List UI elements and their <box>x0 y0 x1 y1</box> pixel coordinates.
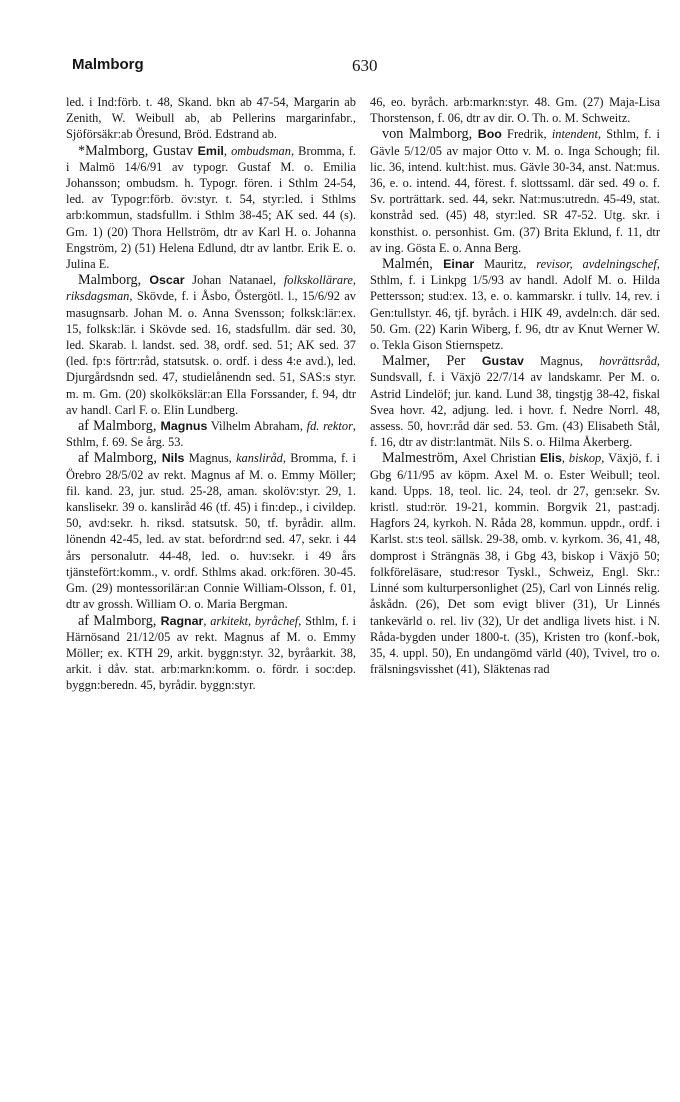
entry-occupation: arkitekt, byråchef <box>210 613 299 628</box>
entry-text: Vilhelm Abraham, <box>207 419 307 434</box>
biography-entry <box>66 143 356 273</box>
running-head <box>70 56 610 80</box>
entry-occupation: ombudsman <box>231 143 291 158</box>
entry-surname: von Malmborg, <box>382 126 478 143</box>
entry-surname: Malmer, <box>382 353 447 370</box>
entry-text: , <box>561 451 569 466</box>
entry-surname: af Malmborg, <box>78 612 161 629</box>
entry-text: , Sthlm, f. i Linkpg 1/5/93 av handl. Adolf M. o. Hilda Pettersson; stud:ex. 13, e. o. kammarskr. i tullv. 14, rev. i Gen:tullstyr. 46, tjf. byråch. i HIK 49, avdeln:ch. där sed. 50. Gm. (22) Karin Wiberg, f. 96, dtr av Knut Werner W. o. Tekla Gison Stiernspetz. <box>370 257 660 353</box>
entry-text: Mauritz, <box>474 257 537 272</box>
biography-entry <box>66 272 356 418</box>
entry-given-name: Nils <box>161 451 185 466</box>
running-head-title: Malmborg <box>72 56 144 73</box>
entry-occupation: kansliråd <box>236 451 283 466</box>
entry-given-name: Elis <box>539 451 562 466</box>
entry-occupation: revisor, avdelningschef <box>536 257 657 272</box>
entry-text: , Sthlm, f. 69. Se årg. 53. <box>66 419 356 450</box>
entry-given-name: Magnus <box>160 419 208 434</box>
entry-occupation: biskop <box>568 451 602 466</box>
entry-surname: Malmeström, <box>382 450 463 467</box>
entry-text: , Bromma, f. i Örebro 28/5/02 av rekt. Magnus af M. o. Emmy Möller; fil. kand. 23, jur. stud. 25-28, aman. skolöv:styr. 29, 1. kanslisekr. 39 o. kansliråd 46 (tf. 45) i fin:dep., i civildep. 50, avd:sekr. h. riksd. statsutsk. 50, tf. byrådir. allm. lönendn 42-45, led. av stat. befordr:nd sed. 47, sekr. i 44 års personalutr. 44-48, led. o. huv:sekr. i 49 års tjänstefört:komm., v. ordf. Sthlms akad. ork:fören. 30-45. Gm. (29) montessorilär:an Connie William-Olsson, f. 01, dtr av grossh. William O. o. Maria Bergman. <box>66 451 356 612</box>
right-column <box>370 94 660 677</box>
entry-text: , Sthlm, f. i Gävle 5/12/05 av major Otto v. M. o. Inga Schough; fil. lic. 36, intend. kult:hist. mus. Gävle 30-34, anst. Nat:mus. 36, e. o. intend. 44, förest. f. slottssaml. där sed. 49 o. f. Sv. porträttark. sed. 44, sekr. Nat:mus:utredn. 45-49, stat. konstråd sed. (45) 48, styr:led. SR 47-52. Utg. skr. i konsthist. o. personhist. Gm. (37) Brita Eklund, f. 11, dtr av ing. Gösta E. o. Anna Berg. <box>370 127 660 255</box>
entry-occupation: fd. rektor <box>306 419 353 434</box>
entry-text: Magnus, <box>523 354 600 369</box>
page-number: 630 <box>352 56 378 75</box>
entry-text: , <box>203 613 211 628</box>
entry-surname: af Malmborg, <box>78 418 161 435</box>
entry-given-name: Einar <box>443 257 475 272</box>
entry-given-name: Ragnar <box>160 613 204 628</box>
entry-text: Johan Natanael, <box>184 273 284 288</box>
entry-text: Axel Christian <box>462 451 540 466</box>
biography-entry <box>66 450 356 612</box>
entry-occupation: folkskollärare, riksdagsman <box>66 273 357 304</box>
entry-text: , Sthlm, f. i Härnösand 21/12/05 av rekt. Magnus af M. o. Emmy Möller; ex. KTH 29, arkit. byggn:styr. 32, byråarkit. 38, arkit. i dåv. stat. arb:markn:komm. o. fördr. i soc:dep. byggn:beredn. 45, byrådir. byggn:styr. <box>66 613 356 693</box>
entry-surname: Malmborg, <box>78 272 150 289</box>
entry-occupation: hovrättsråd <box>599 354 657 369</box>
entry-surname: Per <box>446 353 482 370</box>
entry-given-name: Boo <box>477 127 502 142</box>
entry-surname: af Malmborg, <box>78 450 162 467</box>
entry-text: , <box>223 143 232 158</box>
entry-surname: Gustav <box>152 142 198 159</box>
entry-surname: *Malmborg, <box>78 142 153 159</box>
entry-occupation: intendent <box>551 127 598 142</box>
entry-text: led. i Ind:förb. t. 48, Skand. bkn ab 47-54, Margarin ab Zenith, W. Weibull ab, ab Pellerins margarinfabr., Sjöförsäkr:ab Öresund, Bröd. Edstrand ab. <box>66 95 356 142</box>
entry-text: , Växjö, f. i Gbg 6/11/95 av köpm. Axel M. o. Ester Weibull; teol. kand. Upps. 18, teol. lic. 24, teol. dr 27, gen:sekr. Sv. kristl. stud:rör. 19-21, kommin. Borgvik 21, past:adj. Hagfors 24, kyrkoh. N. Råda 28, kommun. uppdr., ordf. i Karlst. st:s teol. sällsk. 29-38, omb. v. kyrkom. 36, 41, 48, domprost i Strängnäs 38, i Gbg 43, biskop i Växjö 50; folkföreläsare, stud:resor Tyskl., Schweiz, Engl. Skr.: Linné som kulturpersonlighet (25), Carl von Linnés relig. åskådn. (26), Det som evigt bliver (31), Ur Linnés tankevärld o. rel. liv (32), Ur det andliga livets hist. i N. Råda-bygden under 1800-t. (35), Kristen tro (konf.-bok, 35, 4. uppl. 50), En undangömd värld (40), Tvivel, tro o. frälsningsvisshet (41), Släktenas rad <box>370 451 660 677</box>
entry-text: 46, eo. byråch. arb:markn:styr. 48. Gm. (27) Maja-Lisa Thorstenson, f. 06, dtr av dir. O. Th. o. M. Schweitz. <box>370 95 660 126</box>
biography-entry <box>370 450 660 677</box>
entry-given-name: Oscar <box>149 273 185 288</box>
entry-text: , Skövde, f. i Åsbo, Östergötl. l., 15/6/92 av masugnsarb. Johan M. o. Anna Svensson; folksk:lär:ex. 15, folksk:lär. i Skövde sed. 16, stadsfullm. där sed. 30, led. Skarab. l. landst. sed. 38, ordf. sed. 51; AK sed. 37 (led. fp:s förtr:råd, statsutsk. o. ordf. i dess 4:e avd.), led. Djurgårdsndn sed. 47, studielånendn sed. 51, SAS:s styr. m. m. Gm. (20) skolkökslär:an Ella Forssander, f. 94, dtr av handl. Carl F. o. Elin Lundberg. <box>66 289 356 417</box>
entry-text: Magnus, <box>184 451 237 466</box>
entry-text: , Bromma, f. i Malmö 14/6/91 av typogr. Gustaf M. o. Emilia Johansson; ombudsm. h. Typogr. fören. i Sthlm 24-54, led. av Typogr:förb. öv:styr. t. 54, styr:led. i Sthlms arb:kommun, stadsfullm. i Sthlm 38-45; AK sed. 44 (s). Gm. 1) (20) Thora Hellström, dtr av Karl H. o. Johanna Engström, 2) (51) Helena Edlund, dtr av lantbr. Erik E. o. Julina E. <box>66 143 356 272</box>
entry-continuation <box>66 94 356 143</box>
biography-entry <box>66 613 356 694</box>
entry-surname: Malmén, <box>382 256 444 273</box>
entry-given-name: Emil <box>197 143 224 158</box>
left-column <box>66 94 356 694</box>
entry-continuation <box>370 94 660 126</box>
entry-text: Fredrik, <box>501 127 552 142</box>
entry-given-name: Gustav <box>481 354 524 369</box>
biography-entry <box>370 126 660 256</box>
biography-entry <box>370 353 660 450</box>
entry-text: , Sundsvall, f. i Växjö 22/7/14 av landskamr. Per M. o. Astrid Lindelöf; jur. kand. Lund 38, tingstjg 38-42, fiskal Svea hovr. 42, adjung. led. i hovr. f. Nedre Norrl. 48, assess. 50, hovr:råd där sed. 53. Gm. (43) Elisabeth Stål, f. 16, dtr av distr:lantmät. Nils S. o. Hilma Åkerberg. <box>370 354 661 450</box>
biography-entry <box>370 256 660 353</box>
biography-entry <box>66 418 356 450</box>
